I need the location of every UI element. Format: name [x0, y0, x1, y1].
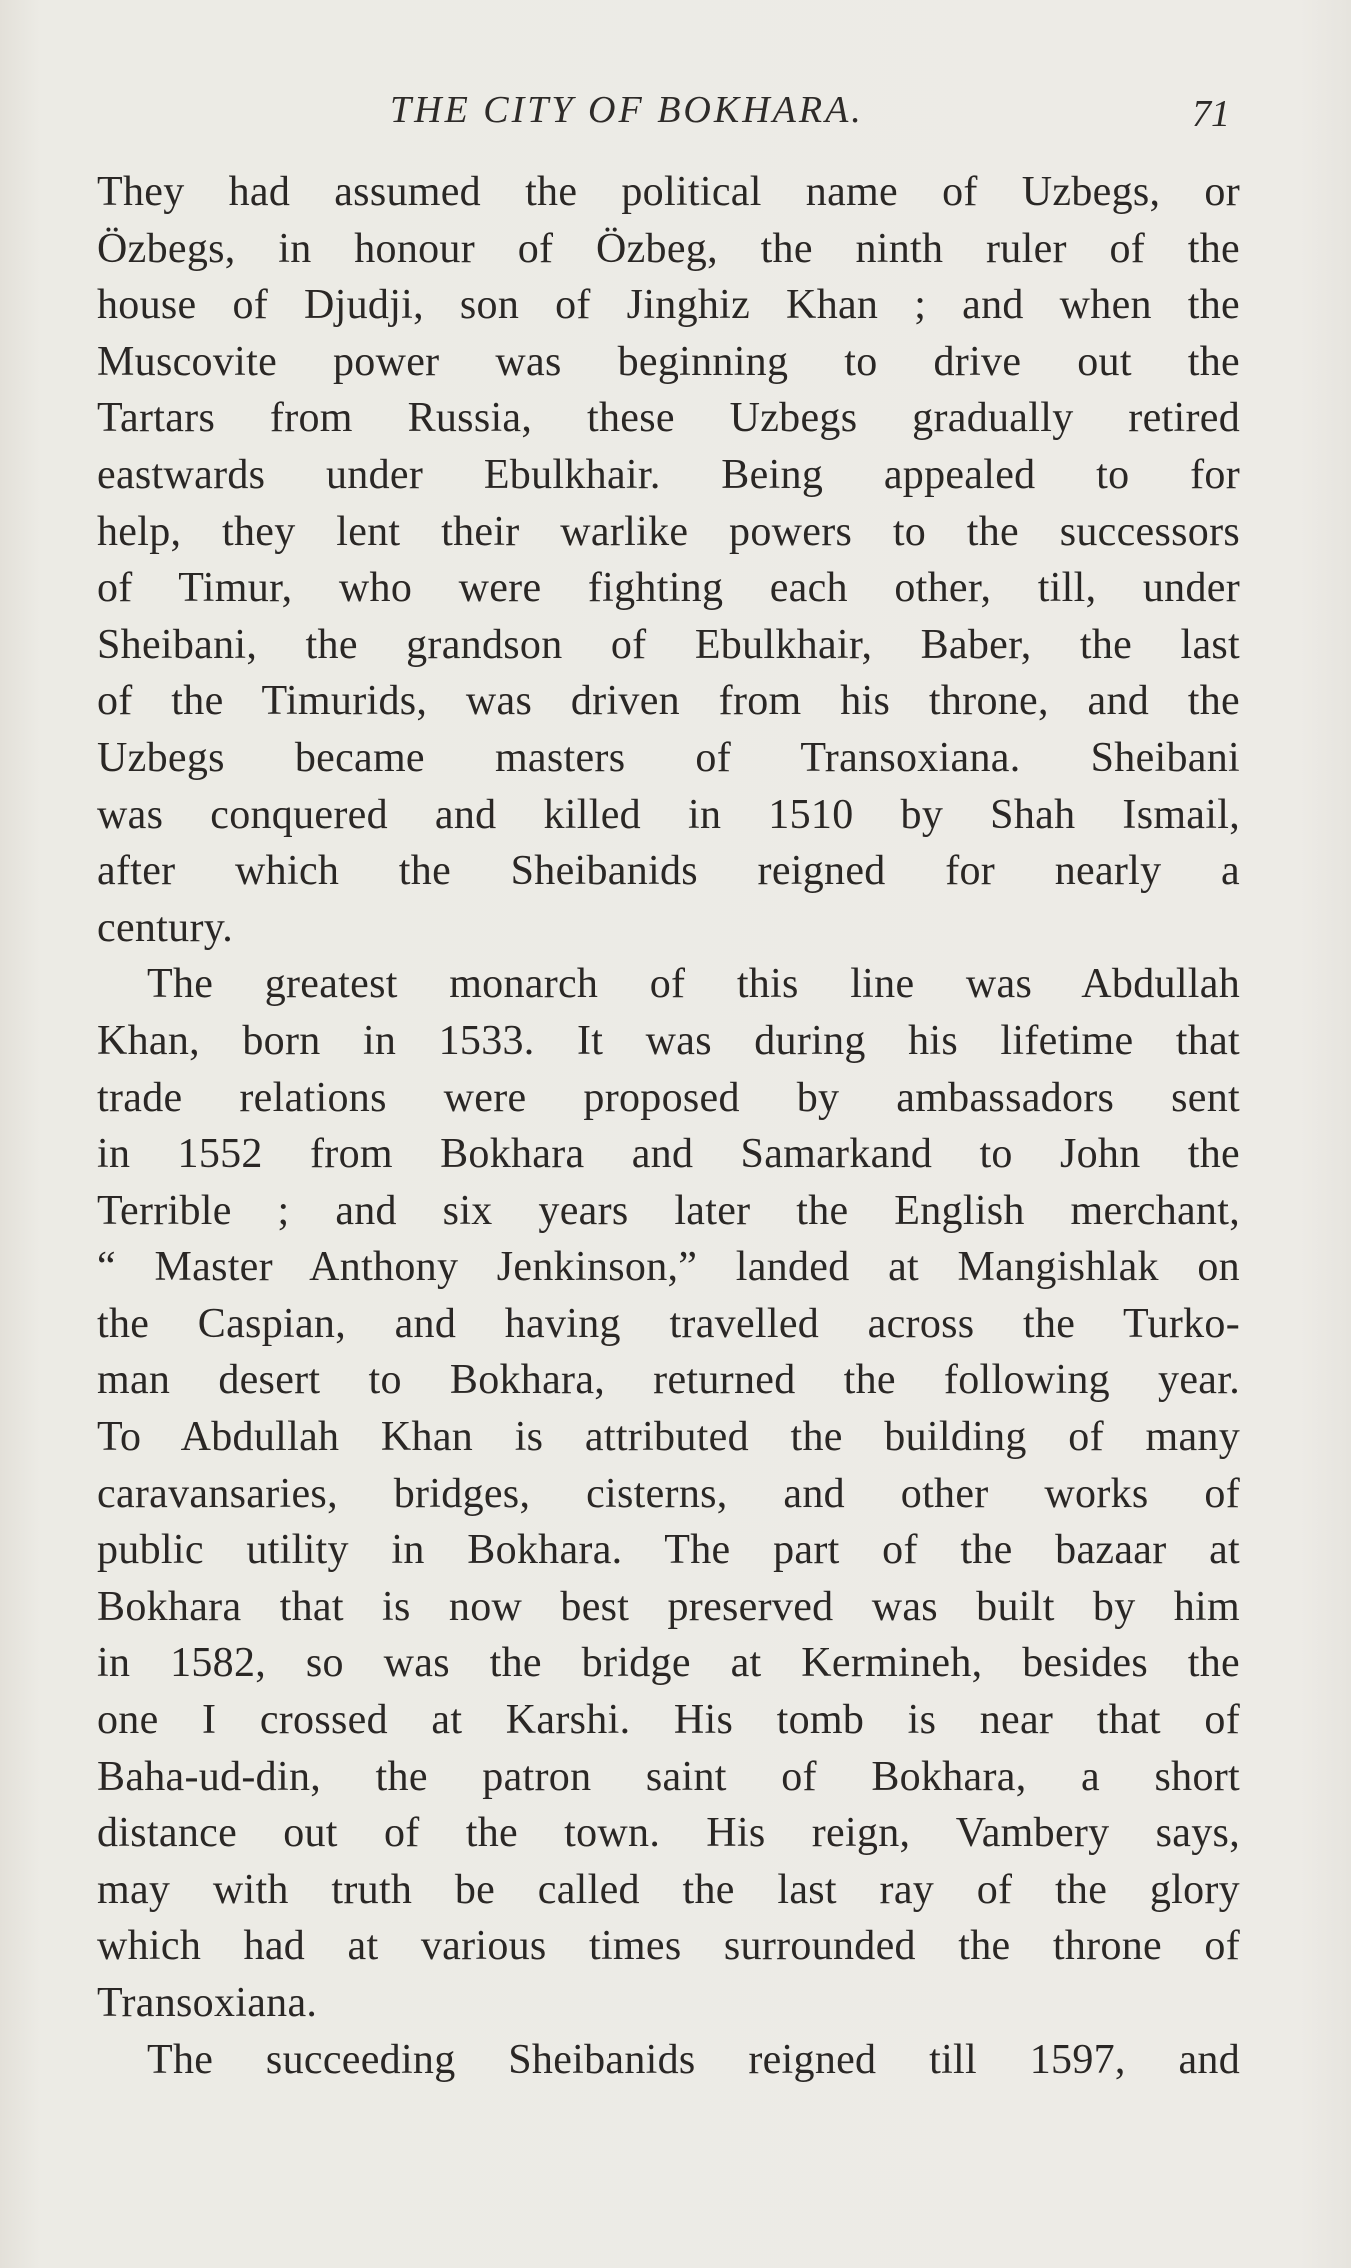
text-line: trade relations were proposed by ambassadors sent [97, 1074, 1240, 1121]
text-line: one I crossed at Karshi. His tomb is near that of [97, 1697, 1240, 1744]
text-line: may with truth be called the last ray of the glory [97, 1866, 1240, 1913]
text-line: Uzbegs became masters of Transoxiana. Sheibani [97, 734, 1240, 781]
text-line: Khan, born in 1533. It was during his lifetime that [97, 1017, 1240, 1064]
text-line: eastwards under Ebulkhair. Being appealed to for [97, 451, 1240, 498]
text-line: which had at various times surrounded the throne of [97, 1923, 1240, 1970]
text-line: century. [97, 904, 234, 951]
text-line: public utility in Bokhara. The part of the bazaar at [97, 1527, 1240, 1574]
text-line: the Caspian, and having travelled across the Turko- [97, 1300, 1240, 1347]
text-line: caravansaries, bridges, cisterns, and other works of [97, 1470, 1240, 1517]
text-line: Muscovite power was beginning to drive out the [97, 338, 1240, 385]
body-text [97, 164, 1240, 2088]
running-title: THE CITY OF BOKHARA. [390, 89, 864, 131]
page-number: 71 [1192, 93, 1230, 135]
text-line: man desert to Bokhara, returned the following year. [97, 1357, 1240, 1404]
text-line: Sheibani, the grandson of Ebulkhair, Baber, the last [97, 621, 1240, 668]
text-line: in 1552 from Bokhara and Samarkand to John the [97, 1131, 1240, 1178]
text-line: distance out of the town. His reign, Vambery says, [97, 1810, 1240, 1857]
text-line: “ Master Anthony Jenkinson,” landed at Mangishlak on [97, 1244, 1240, 1291]
text-line: To Abdullah Khan is attributed the building of many [97, 1414, 1240, 1461]
running-head [0, 88, 1351, 138]
text-line: The greatest monarch of this line was Abdullah [147, 961, 1240, 1008]
text-line: of Timur, who were fighting each other, till, under [97, 565, 1240, 612]
text-line: help, they lent their warlike powers to the successors [97, 508, 1240, 555]
text-line: in 1582, so was the bridge at Kermineh, besides the [97, 1640, 1240, 1687]
text-line: of the Timurids, was driven from his throne, and the [97, 678, 1240, 725]
text-line: They had assumed the political name of Uzbegs, or [97, 169, 1240, 215]
text-line: Tartars from Russia, these Uzbegs gradually retired [97, 395, 1240, 442]
text-line: Baha-ud-din, the patron saint of Bokhara, a short [97, 1753, 1240, 1800]
text-line: Transoxiana. [97, 1980, 318, 2026]
text-line: after which the Sheibanids reigned for nearly a [97, 848, 1240, 895]
text-line: The succeeding Sheibanids reigned till 1597, and [147, 2036, 1240, 2083]
text-line: Bokhara that is now best preserved was built by him [97, 1583, 1240, 1630]
text-line: Terrible ; and six years later the English merchant, [97, 1187, 1240, 1234]
text-line: Özbegs, in honour of Özbeg, the ninth ruler of the [97, 225, 1240, 272]
text-line: was conquered and killed in 1510 by Shah Ismail, [97, 791, 1240, 838]
text-line: house of Djudji, son of Jinghiz Khan ; and when the [97, 282, 1240, 329]
